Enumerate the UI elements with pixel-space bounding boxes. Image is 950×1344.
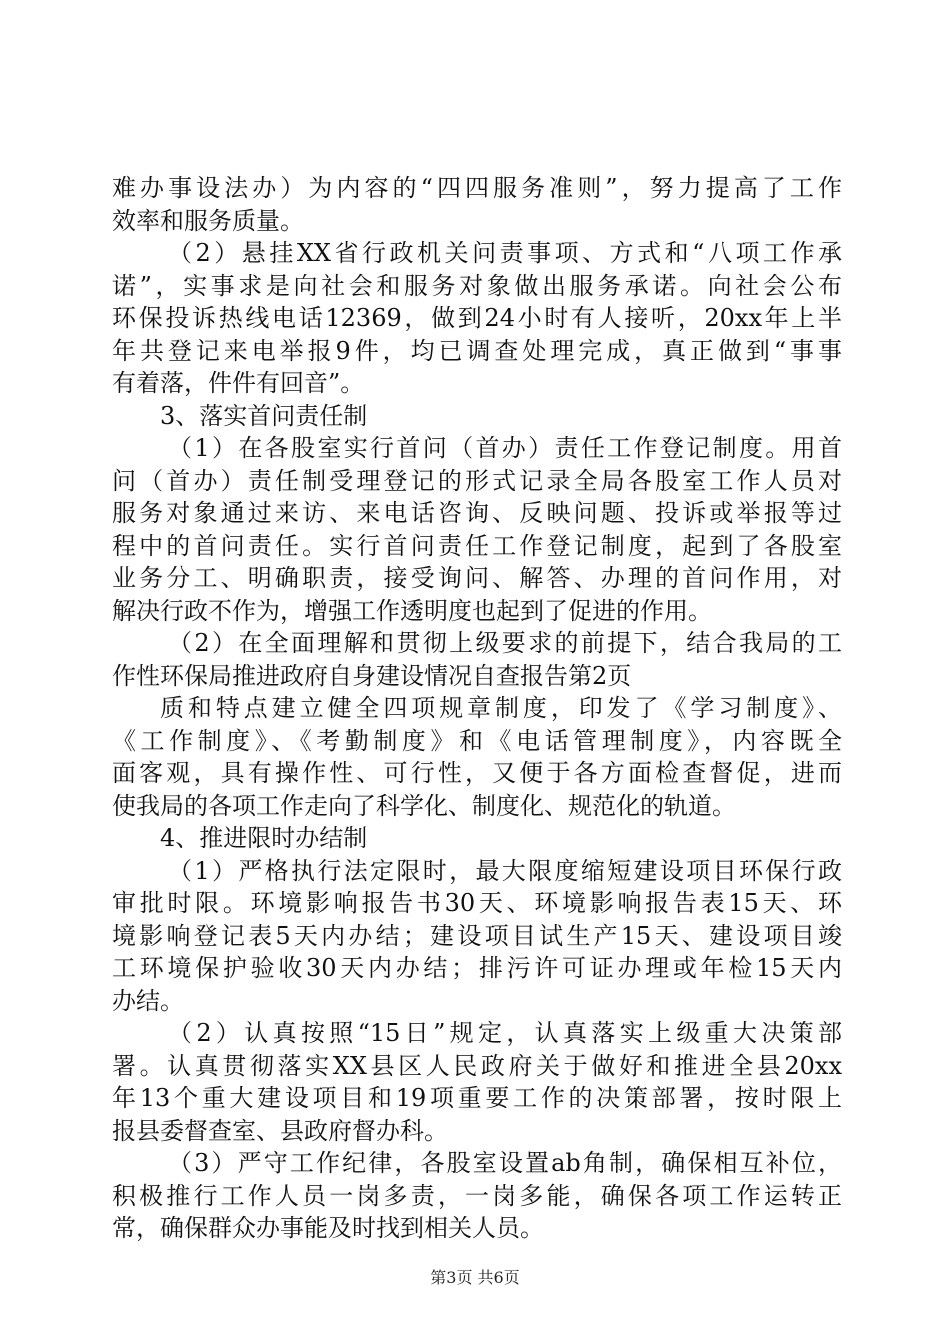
text-line: 业务分工、明确职责，接受询问、解答、办理的首问作用，对 [112, 564, 842, 592]
text-line: 诺”，实事求是向社会和服务对象做出服务承诺。向社会公布 [112, 271, 842, 300]
text-line: 服务对象通过来访、来电话咨询、反映问题、投诉或举报等过 [112, 499, 842, 527]
text-line: （1）在各股室实行首问（首办）责任工作登记制度。用首 [168, 434, 842, 462]
text-line: （2）认真按照“15日”规定，认真落实上级重大决策部 [168, 1019, 842, 1047]
text-line: （3）严守工作纪律，各股室设置ab角制，确保相互补位， [168, 1149, 842, 1177]
section-heading: 4、推进限时办结制 [160, 824, 368, 852]
page-footer [0, 1268, 950, 1288]
page-number: 第3页 共6页 [430, 1268, 520, 1287]
text-line: （2）在全面理解和贯彻上级要求的前提下，结合我局的工 [168, 629, 842, 657]
text-line: 难办事设法办）为内容的“四四服务准则”，努力提高了工作 [112, 174, 842, 202]
text-line: 办结。 [112, 986, 184, 1015]
text-line: 常，确保群众办事能及时找到相关人员。 [112, 1214, 544, 1242]
text-line: 程中的首问责任。实行首问责任工作登记制度，起到了各股室 [112, 531, 842, 560]
text-line: 环保投诉热线电话12369，做到24小时有人接听，20xx年上半 [112, 304, 842, 332]
text-line: 效率和服务质量。 [112, 206, 304, 235]
text-line: 作性环保局推进政府自身建设情况自查报告第2页 [112, 661, 632, 690]
text-line: 解决行政不作为，增强工作透明度也起到了促进的作用。 [112, 596, 712, 625]
text-line: 问（首办）责任制受理登记的形式记录全局各股室工作人员对 [112, 466, 842, 495]
text-line: 积极推行工作人员一岗多责，一岗多能，确保各项工作运转正 [112, 1181, 842, 1210]
text-line: 工环境保护验收30天内办结；排污许可证办理或年检15天内 [112, 954, 842, 982]
text-line: 年共登记来电举报9件，均已调查处理完成，真正做到“事事 [112, 336, 842, 365]
text-line: 审批时限。环境影响报告书30天、环境影响报告表15天、环 [112, 889, 842, 917]
text-line: （1）严格执行法定限时，最大限度缩短建设项目环保行政 [168, 856, 842, 885]
section-heading: 3、落实首问责任制 [160, 401, 368, 430]
text-line: 署。认真贯彻落实XX县区人民政府关于做好和推进全县20xx [112, 1051, 842, 1080]
text-line: 年13个重大建设项目和19项重要工作的决策部署，按时限上 [112, 1084, 842, 1112]
text-line: 使我局的各项工作走向了科学化、制度化、规范化的轨道。 [112, 791, 736, 820]
text-line: 境影响登记表5天内办结；建设项目试生产15天、建设项目竣 [112, 921, 842, 950]
text-line: 质和特点建立健全四项规章制度，印发了《学习制度》、 [160, 694, 842, 722]
text-line: 《工作制度》、《考勤制度》和《电话管理制度》，内容既全 [112, 726, 842, 755]
document-body [112, 172, 842, 1245]
text-line: （2）悬挂XX省行政机关问责事项、方式和“八项工作承 [168, 239, 842, 267]
text-line: 面客观，具有操作性、可行性，又便于各方面检查督促，进而 [112, 759, 842, 787]
text-line: 有着落，件件有回音”。 [112, 369, 365, 397]
text-line: 报县委督查室、县政府督办科。 [112, 1116, 448, 1145]
